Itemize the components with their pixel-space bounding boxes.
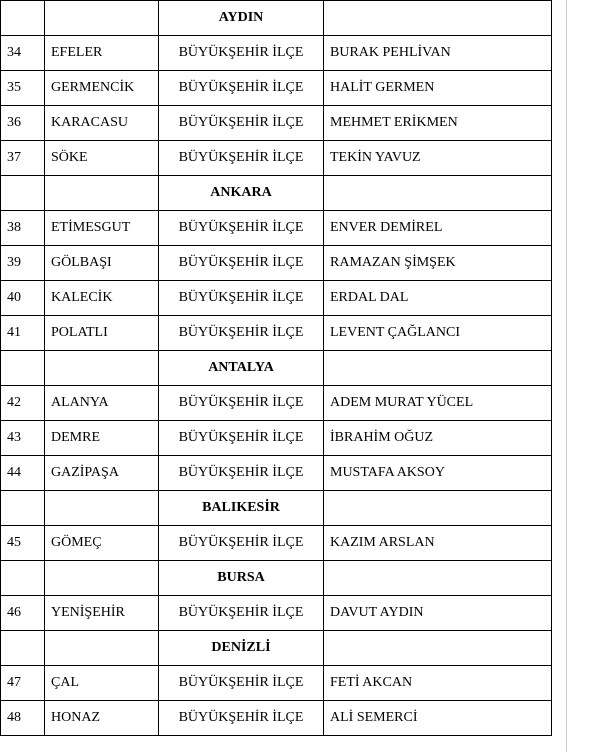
candidate-name: ALİ SEMERCİ: [324, 701, 552, 736]
row-number: 46: [1, 596, 45, 631]
empty-cell: [1, 631, 45, 666]
province-name: BALIKESİR: [159, 491, 324, 526]
candidate-name: ERDAL DAL: [324, 281, 552, 316]
table-row: [1, 281, 552, 316]
row-number: 48: [1, 701, 45, 736]
district-type: BÜYÜKŞEHİR İLÇE: [159, 36, 324, 71]
table-row: [1, 596, 552, 631]
empty-cell: [324, 561, 552, 596]
province-header-row: [1, 561, 552, 596]
candidate-name: İBRAHİM OĞUZ: [324, 421, 552, 456]
district-type: BÜYÜKŞEHİR İLÇE: [159, 596, 324, 631]
candidate-name: FETİ AKCAN: [324, 666, 552, 701]
table-row: [1, 316, 552, 351]
district-type: BÜYÜKŞEHİR İLÇE: [159, 246, 324, 281]
candidate-name: MUSTAFA AKSOY: [324, 456, 552, 491]
district-name: GERMENCİK: [45, 71, 159, 106]
district-name: KARACASU: [45, 106, 159, 141]
table-row: [1, 386, 552, 421]
district-name: POLATLI: [45, 316, 159, 351]
district-type: BÜYÜKŞEHİR İLÇE: [159, 281, 324, 316]
row-number: 47: [1, 666, 45, 701]
district-type: BÜYÜKŞEHİR İLÇE: [159, 106, 324, 141]
district-name: GAZİPAŞA: [45, 456, 159, 491]
table-row: [1, 701, 552, 736]
district-name: SÖKE: [45, 141, 159, 176]
candidate-name: KAZIM ARSLAN: [324, 526, 552, 561]
row-number: 35: [1, 71, 45, 106]
empty-cell: [45, 176, 159, 211]
candidate-name: RAMAZAN ŞİMŞEK: [324, 246, 552, 281]
row-number: 34: [1, 36, 45, 71]
table-row: [1, 526, 552, 561]
district-type: BÜYÜKŞEHİR İLÇE: [159, 666, 324, 701]
empty-cell: [324, 176, 552, 211]
table-row: [1, 421, 552, 456]
empty-cell: [1, 491, 45, 526]
province-header-row: [1, 491, 552, 526]
district-name: ÇAL: [45, 666, 159, 701]
province-name: ANTALYA: [159, 351, 324, 386]
row-number: 41: [1, 316, 45, 351]
district-type: BÜYÜKŞEHİR İLÇE: [159, 71, 324, 106]
table-row: [1, 456, 552, 491]
row-number: 38: [1, 211, 45, 246]
province-header-row: [1, 1, 552, 36]
district-name: KALECİK: [45, 281, 159, 316]
row-number: 40: [1, 281, 45, 316]
district-type: BÜYÜKŞEHİR İLÇE: [159, 211, 324, 246]
candidate-name: DAVUT AYDIN: [324, 596, 552, 631]
row-number: 42: [1, 386, 45, 421]
empty-cell: [324, 351, 552, 386]
row-number: 44: [1, 456, 45, 491]
district-type: BÜYÜKŞEHİR İLÇE: [159, 526, 324, 561]
empty-cell: [45, 351, 159, 386]
district-type: BÜYÜKŞEHİR İLÇE: [159, 701, 324, 736]
empty-cell: [45, 491, 159, 526]
table-row: [1, 246, 552, 281]
table-row: [1, 71, 552, 106]
district-type: BÜYÜKŞEHİR İLÇE: [159, 456, 324, 491]
candidate-name: HALİT GERMEN: [324, 71, 552, 106]
candidate-name: TEKİN YAVUZ: [324, 141, 552, 176]
empty-cell: [1, 351, 45, 386]
district-name: HONAZ: [45, 701, 159, 736]
province-name: BURSA: [159, 561, 324, 596]
empty-cell: [1, 1, 45, 36]
district-name: YENİŞEHİR: [45, 596, 159, 631]
province-name: AYDIN: [159, 1, 324, 36]
table-row: [1, 141, 552, 176]
district-name: GÖLBAŞI: [45, 246, 159, 281]
table-row: [1, 211, 552, 246]
district-name: ALANYA: [45, 386, 159, 421]
table-row: [1, 36, 552, 71]
candidate-name: ADEM MURAT YÜCEL: [324, 386, 552, 421]
candidates-table-body: [1, 1, 552, 736]
candidate-name: BURAK PEHLİVAN: [324, 36, 552, 71]
empty-cell: [1, 176, 45, 211]
district-type: BÜYÜKŞEHİR İLÇE: [159, 421, 324, 456]
row-number: 45: [1, 526, 45, 561]
empty-cell: [324, 1, 552, 36]
empty-cell: [45, 631, 159, 666]
table-row: [1, 106, 552, 141]
row-number: 39: [1, 246, 45, 281]
province-name: DENİZLİ: [159, 631, 324, 666]
candidate-name: MEHMET ERİKMEN: [324, 106, 552, 141]
candidate-name: ENVER DEMİREL: [324, 211, 552, 246]
district-type: BÜYÜKŞEHİR İLÇE: [159, 386, 324, 421]
empty-cell: [324, 631, 552, 666]
row-number: 37: [1, 141, 45, 176]
district-name: ETİMESGUT: [45, 211, 159, 246]
district-name: DEMRE: [45, 421, 159, 456]
empty-cell: [45, 1, 159, 36]
empty-cell: [1, 561, 45, 596]
row-number: 43: [1, 421, 45, 456]
row-number: 36: [1, 106, 45, 141]
district-type: BÜYÜKŞEHİR İLÇE: [159, 141, 324, 176]
province-header-row: [1, 176, 552, 211]
province-name: ANKARA: [159, 176, 324, 211]
province-header-row: [1, 351, 552, 386]
province-header-row: [1, 631, 552, 666]
district-type: BÜYÜKŞEHİR İLÇE: [159, 316, 324, 351]
table-row: [1, 666, 552, 701]
empty-cell: [324, 491, 552, 526]
district-name: GÖMEÇ: [45, 526, 159, 561]
district-name: EFELER: [45, 36, 159, 71]
empty-cell: [45, 561, 159, 596]
candidate-name: LEVENT ÇAĞLANCI: [324, 316, 552, 351]
